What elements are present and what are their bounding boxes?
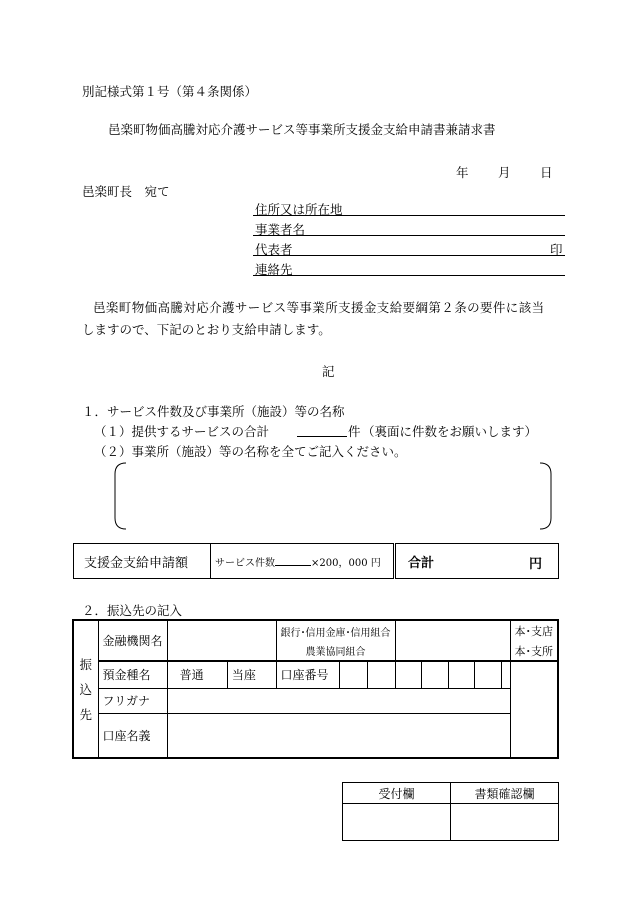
account-digit-7[interactable] [501,661,510,688]
section2-heading: ２．振込先の記入 [82,603,183,618]
contact-label: 連絡先 [255,262,293,277]
section1-heading: １．サービス件数及び事業所（施設）等の名称 [82,404,345,419]
facility-names-instruction: （２）事業所（施設）等の名称を全てご記入ください。 [94,444,407,459]
account-digit-4[interactable] [422,661,448,688]
deposit-type-toza[interactable]: 当座 [227,661,276,688]
amount-calc-cell [211,544,395,579]
yen-label: 円 [528,557,542,572]
account-name-label: 口座名義 [98,713,167,758]
intro-line-2: しますので、下記のとおり支給申請します。 [82,322,331,337]
ki-mark: 記 [322,364,335,379]
form-number: 別記様式第１号（第４条関係） [82,84,258,99]
amount-multiplier: ×200，000 円 [311,557,381,569]
branch-name-input[interactable] [395,620,510,661]
account-digit-6[interactable] [474,661,501,688]
account-name-input[interactable] [167,713,510,758]
confirmed-label: 書類確認欄 [451,783,559,804]
account-digit-5[interactable] [448,661,474,688]
address-line[interactable] [253,215,565,216]
bank-name-label: 金融機関名 [98,620,167,661]
intro-line-1: 邑楽町物価高騰対応介護サービス等事業所支援金支給要綱第２条の要件に該当 [93,300,545,315]
seal-mark: 印 [550,242,563,257]
deposit-type-futsu[interactable]: 普通 [167,661,227,688]
furigana-input[interactable] [167,688,510,713]
addressee: 邑楽町長 宛て [82,184,170,199]
service-total-label: （１）提供するサービスの合計 [94,424,270,439]
furigana-label: フリガナ [98,688,167,713]
account-digit-2[interactable] [367,661,395,688]
service-count-field[interactable] [275,556,311,566]
service-total-field[interactable] [297,436,347,437]
facility-names-bracket[interactable] [112,462,554,532]
service-total-note: （裏面に件数をお願いします） [362,424,538,439]
confirmed-stamp-area[interactable] [451,804,559,841]
business-name-label: 事業者名 [255,222,306,237]
date-year: 年 [456,165,469,180]
received-stamp-area[interactable] [343,804,451,841]
transfer-side-label: 振 込 先 [73,620,98,758]
date-day: 日 [540,165,553,180]
amount-table [73,543,559,579]
business-name-line[interactable] [253,235,565,236]
contact-line[interactable] [253,275,565,276]
account-digit-1[interactable] [339,661,367,688]
page-title: 邑楽町物価高騰対応介護サービス等事業所支援金支給申請書兼請求書 [108,122,496,137]
representative-label: 代表者 [255,242,293,257]
total-cell[interactable] [395,544,559,579]
address-label: 住所又は所在地 [255,202,343,217]
account-number-label: 口座番号 [276,661,339,688]
bank-transfer-table [72,619,559,759]
service-total-unit: 件 [348,424,361,439]
deposit-type-label: 預金種名 [98,661,167,688]
amount-label: 支援金支給申請額 [74,544,211,579]
representative-line[interactable] [253,255,565,256]
total-label: 合計 [408,555,435,571]
reception-table [342,782,559,841]
received-label: 受付欄 [343,783,451,804]
branch-label-1: 本･支店 [510,620,558,641]
date-month: 月 [498,165,511,180]
bank-types-line-1: 銀行･信用金庫･信用組合 [276,620,395,641]
branch-label-2: 本･支所 [510,641,558,661]
bank-name-input[interactable] [167,620,276,661]
service-count-label: サービス件数 [215,557,275,569]
bank-types-line-2: 農業協同組合 [276,641,395,661]
account-digit-3[interactable] [395,661,421,688]
